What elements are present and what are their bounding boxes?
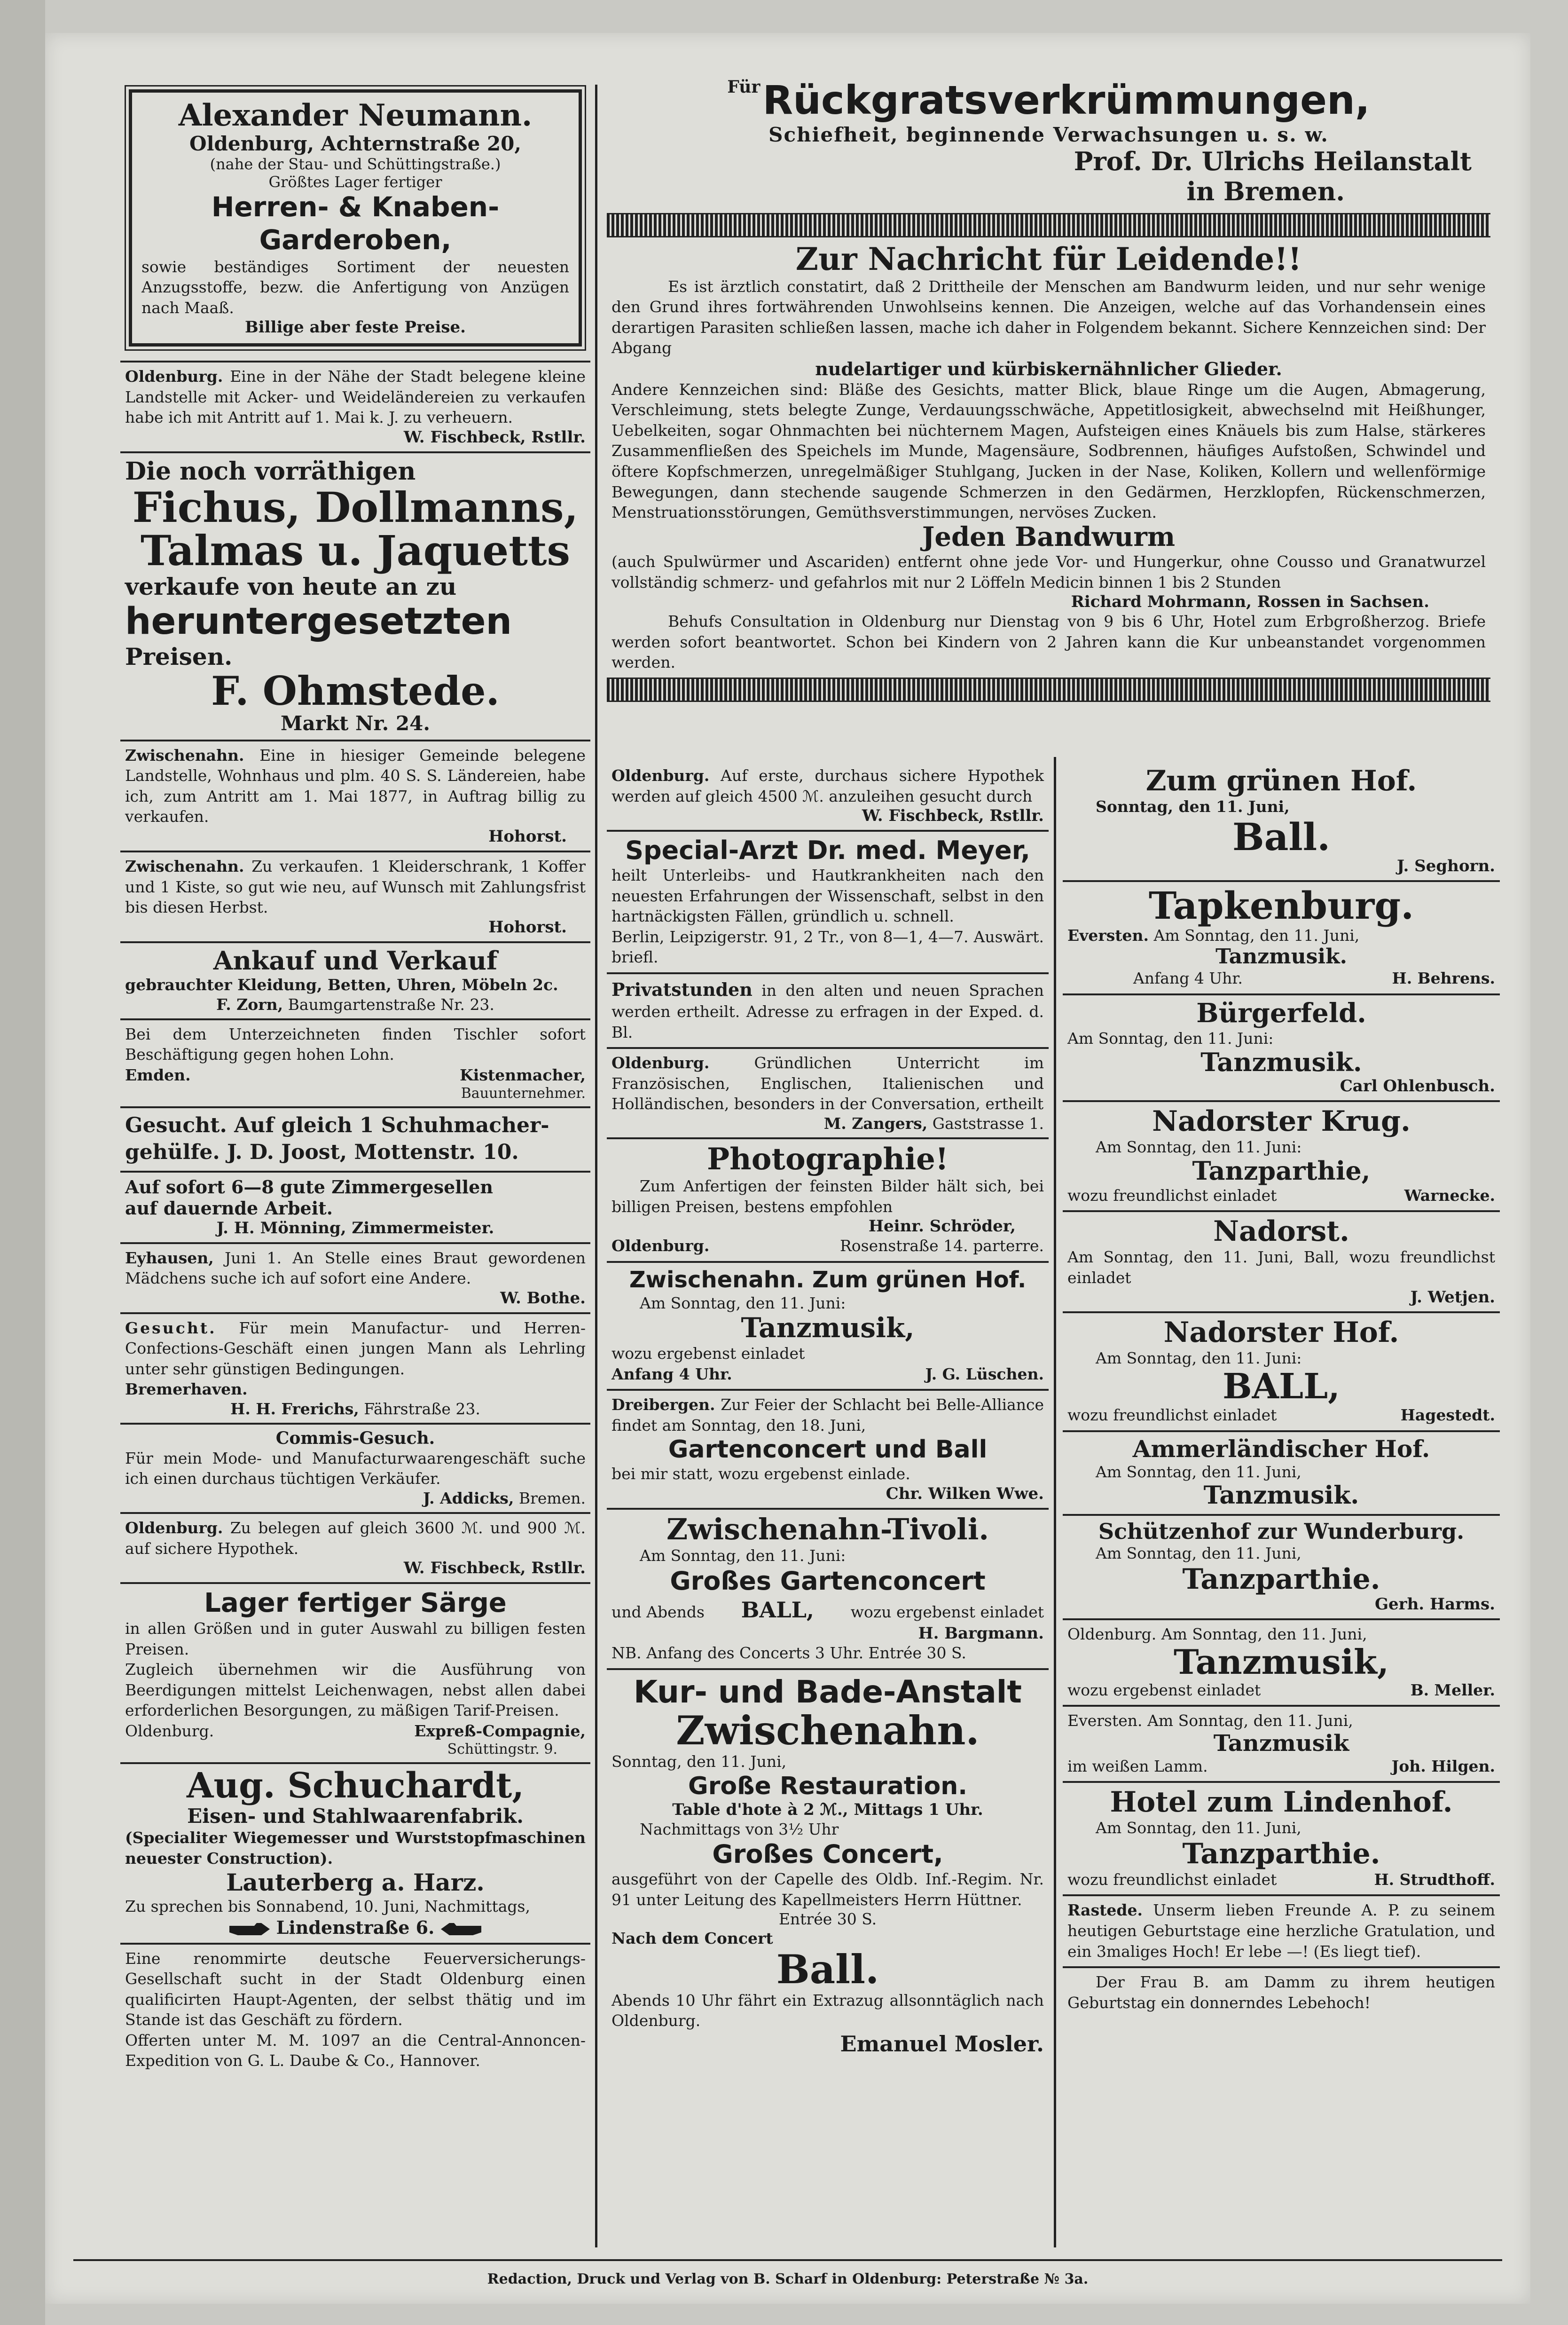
- warnecke-date: Am Sonntag, den 11. Juni:: [1096, 1137, 1302, 1156]
- schuchardt-sub: Eisen- und Stahlwaarenfabrik.: [187, 1805, 524, 1828]
- bothe-body: Juni 1. An Stelle eines Braut gewordenen Mädchens suche ich auf sofort eine Andere.: [125, 1248, 586, 1288]
- behrens-date: Am Sonntag, den 11. Juni,: [1153, 926, 1360, 945]
- ad-meller: [1063, 1620, 1500, 1707]
- ohmstede-l5b: Preisen.: [125, 642, 233, 670]
- addicks-head: Commis-Gesuch.: [275, 1428, 435, 1448]
- rueckgrat-sub: Schiefheit, beginnende Verwachsungen u. s. w.: [768, 123, 1329, 146]
- meyer-head: Special-Arzt Dr. med. Meyer,: [625, 835, 1030, 866]
- ad-hilgen: [1063, 1707, 1500, 1783]
- neumann-close: Billige aber feste Preise.: [244, 318, 466, 337]
- pointing-hand-icon-right: [440, 1922, 482, 1936]
- behrens-place: Eversten.: [1067, 926, 1149, 945]
- joost-l1: Gesucht. Auf gleich 1 Schuhmacher-: [125, 1113, 549, 1138]
- kur-head2: Zwischenahn.: [676, 1707, 980, 1754]
- bothe-lead: Eyhausen,: [125, 1248, 214, 1267]
- ad-moenning: [120, 1173, 590, 1244]
- seghorn-head: Zum grünen Hof.: [1145, 764, 1417, 797]
- addicks-place: Bremen.: [518, 1489, 586, 1507]
- kur-ball: Ball.: [776, 1946, 879, 1993]
- ad-lueschen: [607, 1263, 1049, 1391]
- ad-schuchardt: [120, 1764, 590, 1944]
- bandwurm-signature: Richard Mohrmann, Rossen in Sachsen.: [1071, 592, 1429, 612]
- hagestedt-invite: wozu freundlichst einladet: [1067, 1406, 1277, 1425]
- saerge-signature: Expreß-Compagnie,: [414, 1721, 586, 1740]
- bandwurm-p2: nudelartiger und kürbiskernähnlicher Glieder.: [815, 358, 1282, 379]
- zangers-address: Gaststrasse 1.: [932, 1114, 1044, 1133]
- behrens-event: Tanzmusik.: [1215, 945, 1347, 969]
- schuchardt-body: (Specialiter Wiegemesser und Wurststopfmaschinen neuester Construction).: [125, 1828, 586, 1868]
- schuchardt-name: Aug. Schuchardt,: [186, 1765, 525, 1806]
- wilken-body: Zur Feier der Schlacht bei Belle-Alliance findet am Sonntag, den 18. Juni,: [612, 1395, 1044, 1434]
- ad-bothe: [120, 1244, 590, 1314]
- bandwurm-p3: Andere Kennzeichen sind: Bläße des Gesichts, matter Blick, blaue Ringe um die Augen, Abmagerung, Verschleimung, stets belegte Zunge, Verdauungsschwäche, Appetitlosigkeit, abwechselnd mit Heißhunger, Uebelkeiten, sogar Ohnmachten bei nüchternem Magen, Aufsteigen eines Knäuels bis zum Halse, stärkeres Zusammenfließen des Speichels im Munde, Magensäure, Sodbrennen, häufiges Aufstoßen, Schwindel und öftere Kopfschmerzen, unregelmäßiger Stuhlgang, Jucken in der Nase, Koliken, Kollern und wellenförmige Bewegungen, dann stechende saugende Schmerzen in den Gedärmen, Herzklopfen, Rückenschmerzen, Menstruationsstörungen, Gemüthsverstimmungen, nervöses Zucken.: [612, 380, 1486, 522]
- neumann-address-note: (nahe der Stau- und Schüttingstraße.): [210, 155, 501, 173]
- hohorst2-body: Zu verkaufen. 1 Kleiderschrank, 1 Koffer und 1 Kiste, so gut wie neu, auf Wunsch mit Zahlungsfrist bis diesen Herbst.: [125, 857, 586, 917]
- frerichs-body: Für mein Manufactur- und Herren-Confections-Geschäft einen jungen Mann als Lehrling unter sehr günstigen Bedingungen.: [125, 1318, 586, 1378]
- ad-meyer: [607, 832, 1049, 974]
- damm-body: Der Frau B. am Damm zu ihrem heutigen Geburtstag ein donnerndes Lebehoch!: [1067, 1973, 1495, 2012]
- addicks-signature: J. Addicks,: [423, 1489, 514, 1507]
- fischbeck3-signature: W. Fischbeck, Rstllr.: [862, 806, 1044, 826]
- bandwurm-p4: Jeden Bandwurm: [922, 521, 1176, 552]
- rueckgrat-head: Rückgratsverkrümmungen,: [762, 77, 1370, 123]
- hohorst2-lead: Zwischenahn.: [125, 857, 244, 876]
- lueschen-signature: J. G. Lüschen.: [925, 1364, 1044, 1383]
- wilken-invite: bei mir statt, wozu ergebenst einlade.: [612, 1465, 910, 1483]
- saerge-address: Schüttingstr. 9.: [447, 1741, 557, 1758]
- ad-fischbeck-landstelle: [120, 361, 590, 453]
- ad-seghorn: [1063, 762, 1500, 882]
- saerge-place: Oldenburg.: [125, 1721, 214, 1740]
- meller-signature: B. Meller.: [1410, 1680, 1495, 1699]
- saerge-body: Zugleich übernehmen wir die Ausführung von Beerdigungen mittelst Leichenwagen, nebst allen dabei erforderlichen Besorgungen, zu mäßigen Tarif-Preisen.: [125, 1660, 586, 1720]
- photo-address: Rosenstraße 14. parterre.: [839, 1237, 1044, 1255]
- photo-place: Oldenburg.: [612, 1237, 710, 1255]
- behrens-signature: H. Behrens.: [1392, 969, 1495, 988]
- kur-l2: Nachmittags von 3½ Uhr: [640, 1820, 839, 1838]
- rastede-lead: Rastede.: [1067, 1901, 1143, 1920]
- footer-rule: [73, 2259, 1502, 2261]
- bothe-signature: W. Bothe.: [500, 1288, 586, 1308]
- ad-strudthoff: [1063, 1783, 1500, 1896]
- ad-kur-bade-anstalt: [607, 1670, 1049, 2061]
- wilken-lead: Dreibergen.: [612, 1395, 715, 1414]
- tivoli-signature: H. Bargmann.: [918, 1624, 1044, 1643]
- tivoli-event: Großes Gartenconcert: [670, 1566, 986, 1596]
- hohorst1-body: Eine in hiesiger Gemeinde belegene Landstelle, Wohnhaus und plm. 40 S. S. Ländereien, habe ich, zum Antritt am 1. Mai 1877, in Auftrag billig zu verkaufen.: [125, 746, 586, 826]
- ad-damm: [1063, 1968, 1500, 2018]
- fischbeck2-body: Zu belegen auf gleich 3600 ℳ. und 900 ℳ. auf sichere Hypothek.: [125, 1518, 586, 1558]
- ad-hagestedt: [1063, 1313, 1500, 1432]
- neumann-body: sowie beständiges Sortiment der neuesten Anzugsstoffe, bezw. die Anfertigung von Anzügen nach Maaß.: [141, 257, 569, 317]
- moenning-l2: auf dauernde Arbeit.: [125, 1197, 333, 1219]
- ad-behrens: [1063, 882, 1500, 995]
- zangers-signature: M. Zangers,: [823, 1114, 928, 1133]
- ad-tivoli: [607, 1510, 1049, 1670]
- zorn-signature: F. Zorn,: [216, 995, 283, 1014]
- seghorn-date: Sonntag, den 11. Juni,: [1096, 797, 1290, 816]
- column-divider-main: [595, 85, 597, 2247]
- kur-entree: Entrée 30 S.: [778, 1910, 877, 1929]
- ad-warnecke: [1063, 1102, 1500, 1212]
- bandwurm-p1: Es ist ärztlich constatirt, daß 2 Drittheile der Menschen am Bandwurm leiden, und nur sehr wenige den Grund ihres fortwährenden Unwohlseins kennen. Die Anzeigen, welche auf das Vorhandensein eines derartigen Parasiten schließen lassen, mache ich daher in Folgendem bekannt. Sichere Kennzeichen sind: Der Abgang: [612, 277, 1486, 357]
- ad-ohmstede: [120, 453, 590, 741]
- photo-body: Zum Anfertigen der feinsten Bilder hält sich, bei billigen Preisen, bestens empfohlen: [612, 1177, 1044, 1216]
- ohmstede-address: Markt Nr. 24.: [281, 711, 430, 735]
- ad-saerge: [120, 1584, 590, 1764]
- ad-rueckgrat: [607, 75, 1490, 208]
- hagestedt-event: BALL,: [1223, 1366, 1340, 1407]
- bandwurm-p6: Behufs Consultation in Oldenburg nur Dienstag von 9 bis 6 Uhr, Hotel zum Erbgroßherzog. Briefe werden sofort beantwortet. Schon bei Kindern von 2 Jahren kann die Kur unbeanstandet vorgenommen werden.: [612, 612, 1486, 672]
- right-side-column: [1063, 762, 1500, 2018]
- scan-gutter: [0, 0, 45, 2325]
- moenning-l1: Auf sofort 6—8 gute Zimmergesellen: [125, 1176, 493, 1198]
- right-mid-column: [607, 762, 1049, 2061]
- tivoli-nb: NB. Anfang des Concerts 3 Uhr. Entrée 30 S.: [612, 1644, 966, 1663]
- meller-event: Tanzmusik,: [1174, 1642, 1389, 1682]
- neumann-name: Alexander Neumann.: [178, 98, 533, 133]
- lueschen-time: Anfang 4 Uhr.: [612, 1364, 732, 1383]
- emden-place: Emden.: [125, 1065, 191, 1084]
- wilken-signature: Chr. Wilken Wwe.: [886, 1484, 1044, 1503]
- ad-zorn: [120, 943, 590, 1020]
- neumann-lager: Größtes Lager fertiger: [268, 173, 442, 191]
- pointing-hand-icon: [228, 1922, 271, 1936]
- daube-body2: Offerten unter M. M. 1097 an die Central-Annoncen-Expedition von G. L. Daube & Co., Hannover.: [125, 2031, 586, 2070]
- fischbeck1-signature: W. Fischbeck, Rstllr.: [403, 427, 586, 447]
- ad-daube: [120, 1945, 590, 2076]
- kur-date: Sonntag, den 11. Juni,: [612, 1752, 787, 1771]
- harms-event: Tanzparthie.: [1182, 1562, 1380, 1596]
- hatched-rule-1: [607, 213, 1490, 237]
- hohorst1-signature: Hohorst.: [488, 827, 567, 846]
- right-top: [607, 75, 1490, 707]
- imprint-footer: Redaction, Druck und Verlag von B. Scharf in Oldenburg: Peterstraße № 3a.: [487, 2271, 1089, 2287]
- kur-head1: Kur- und Bade-Anstalt: [634, 1673, 1022, 1710]
- hohorst1-lead: Zwischenahn.: [125, 746, 244, 764]
- lueschen-date: Am Sonntag, den 11. Juni:: [640, 1293, 846, 1312]
- ad-photographie: [607, 1139, 1049, 1263]
- hilgen-invite: im weißen Lamm.: [1067, 1757, 1208, 1775]
- ammer-date: Am Sonntag, den 11. Juni,: [1096, 1462, 1301, 1481]
- ad-bandwurm: [607, 242, 1490, 673]
- wilken-event: Gartenconcert und Ball: [668, 1435, 988, 1464]
- frerichs-lead: Gesucht.: [125, 1318, 217, 1337]
- seghorn-event: Ball.: [1232, 814, 1331, 859]
- tivoli-head: Zwischenahn-Tivoli.: [666, 1512, 989, 1546]
- kur-body: ausgeführt von der Capelle des Oldb. Inf.-Regim. Nr. 91 unter Leitung des Kapellmeisters Herrn Hüttner.: [612, 1870, 1044, 1909]
- ohmstede-name: F. Ohmstede.: [211, 667, 500, 714]
- meller-invite: wozu ergebenst einladet: [1067, 1680, 1261, 1699]
- ad-fischbeck-hypothek: [120, 1514, 590, 1584]
- schuchardt-l2: Lindenstraße 6.: [276, 1916, 435, 1938]
- frerichs-place: Bremerhaven.: [125, 1380, 248, 1399]
- neumann-title: Herren- & Knaben-Garderoben,: [211, 191, 500, 256]
- schuchardt-place: Lauterberg a. Harz.: [226, 1868, 485, 1897]
- zangers-lead: Oldenburg.: [612, 1054, 710, 1072]
- zorn-address: Baumgartenstraße Nr. 23.: [288, 995, 494, 1014]
- hagestedt-date: Am Sonntag, den 11. Juni:: [1096, 1349, 1302, 1368]
- fischbeck1-lead: Oldenburg.: [125, 367, 223, 386]
- rueckgrat-place: in Bremen.: [1186, 176, 1345, 206]
- emden-role: Bauunternehmer.: [461, 1085, 586, 1102]
- ad-joost: [120, 1108, 590, 1172]
- left-column: [120, 80, 590, 2076]
- ohmstede-l4: verkaufe von heute an zu: [125, 572, 457, 600]
- hagestedt-signature: Hagestedt.: [1400, 1406, 1495, 1425]
- rueckgrat-fuer: Für: [727, 77, 760, 97]
- addicks-body: Für mein Mode- und Manufacturwaarengeschäft suche ich einen durchaus tüchtigen Verkäufer.: [125, 1449, 586, 1488]
- ad-addicks: [120, 1425, 590, 1514]
- ad-ohlenbusch: [1063, 995, 1500, 1102]
- ad-emden: [120, 1020, 590, 1109]
- hilgen-event: Tanzmusik: [1213, 1730, 1349, 1757]
- fischbeck3-body: Auf erste, durchaus sichere Hypothek werden auf gleich 4500 ℳ. anzuleihen gesucht durch: [612, 766, 1044, 805]
- behrens-time: Anfang 4 Uhr.: [1133, 969, 1243, 988]
- harms-head: Schützenhof zur Wunderburg.: [1098, 1518, 1465, 1544]
- kur-concert: Großes Concert,: [712, 1839, 943, 1869]
- saerge-head: Lager fertiger Särge: [204, 1588, 507, 1619]
- emden-signature: Kistenmacher,: [460, 1065, 586, 1084]
- strudthoff-date: Am Sonntag, den 11. Juni,: [1096, 1819, 1301, 1837]
- privat-lead: Privatstunden: [612, 978, 753, 1000]
- ad-hohorst-verkauf: [120, 852, 590, 943]
- hilgen-line: Eversten. Am Sonntag, den 11. Juni,: [1067, 1711, 1353, 1730]
- frerichs-signature: H. H. Frerichs,: [230, 1399, 359, 1418]
- zorn-head: Ankauf und Verkauf: [213, 945, 498, 976]
- daube-body: Eine renommirte deutsche Feuerversicherungs-Gesellschaft sucht in der Stadt Oldenburg einen qualificirten Haupt-Agenten, der selbst thätig und im Stande ist das Geschäft zu fördern.: [125, 1949, 586, 2029]
- neumann-address: Oldenburg, Achternstraße 20,: [189, 132, 521, 156]
- ad-rastede: [1063, 1896, 1500, 1968]
- kur-signature: Emanuel Mosler.: [840, 2031, 1044, 2057]
- ammer-head: Ammerländischer Hof.: [1132, 1434, 1430, 1463]
- ad-ammerlaendischer-hof: [1063, 1432, 1500, 1516]
- tivoli-l1a: und Abends: [612, 1602, 705, 1621]
- column-divider-right: [1054, 757, 1056, 2247]
- newspaper-page: [45, 33, 1530, 2304]
- ad-privatstunden: [607, 974, 1049, 1049]
- ammer-event: Tanzmusik.: [1203, 1481, 1359, 1510]
- tivoli-date: Am Sonntag, den 11. Juni:: [640, 1546, 846, 1565]
- warnecke-head: Nadorster Krug.: [1152, 1104, 1411, 1138]
- ohmstede-l3: Talmas u. Jaquetts: [140, 526, 571, 575]
- photo-head: Photographie!: [707, 1141, 949, 1177]
- tivoli-l1b: BALL,: [741, 1597, 814, 1623]
- ad-frerichs: [120, 1314, 590, 1425]
- hilgen-signature: Joh. Hilgen.: [1391, 1757, 1495, 1775]
- ad-harms: [1063, 1516, 1500, 1620]
- meyer-address: Berlin, Leipzigerstr. 91, 2 Tr., von 8—1, 4—7. Auswärt. briefl.: [612, 927, 1044, 967]
- fischbeck3-lead: Oldenburg.: [612, 766, 710, 785]
- lueschen-event: Tanzmusik,: [741, 1312, 915, 1344]
- ad-zangers: [607, 1049, 1049, 1139]
- ohmstede-l2: Fichus, Dollmanns,: [132, 482, 579, 532]
- privat-body: in den alten und neuen Sprachen werden ertheilt. Adresse zu erfragen in der Exped. d. Bl.: [612, 981, 1044, 1041]
- ohmstede-l5: [125, 600, 586, 670]
- ad-fischbeck-4500: [607, 762, 1049, 832]
- kur-after: Nach dem Concert: [612, 1929, 773, 1948]
- ad-wilken: [607, 1391, 1049, 1510]
- warnecke-signature: Warnecke.: [1404, 1186, 1495, 1205]
- rueckgrat-prof: Prof. Dr. Ulrichs Heilanstalt: [1074, 146, 1472, 176]
- ad-hohorst-landstelle: [120, 741, 590, 852]
- kur-restauration: Große Restauration.: [688, 1772, 967, 1800]
- meyer-body: heilt Unterleibs- und Hautkrankheiten nach den neuesten Erfahrungen der Wissenschaft, selbst in den hartnäckigsten Fällen, gründlich u. schnell.: [612, 866, 1044, 926]
- rastede-body: Unserm lieben Freunde A. P. zu seinem heutigen Geburtstage eine herzliche Gratulation, und ein 3maliges Hoch! Er lebe —! (Es liegt tief).: [1067, 1901, 1495, 1961]
- kur-table: Table d'hote à 2 ℳ., Mittags 1 Uhr.: [672, 1800, 983, 1819]
- fischbeck2-lead: Oldenburg.: [125, 1518, 223, 1537]
- hagestedt-head: Nadorster Hof.: [1163, 1316, 1399, 1349]
- harms-signature: Gerh. Harms.: [1375, 1594, 1495, 1614]
- strudthoff-event: Tanzparthie.: [1182, 1837, 1380, 1870]
- fischbeck1-body: Eine in der Nähe der Stadt belegene kleine Landstelle mit Acker- und Weideländereien zu verkaufen habe ich mit Antritt auf 1. Mai k. J. zu verheuern.: [125, 367, 586, 427]
- joost-l2: gehülfe. J. D. Joost, Mottenstr. 10.: [125, 1140, 519, 1165]
- fischbeck2-signature: W. Fischbeck, Rstllr.: [403, 1559, 586, 1578]
- warnecke-event: Tanzparthie,: [1192, 1156, 1371, 1186]
- bandwurm-head: Zur Nachricht für Leidende!!: [795, 241, 1302, 277]
- ad-wetjen: [1063, 1212, 1500, 1313]
- zorn-body: gebrauchter Kleidung, Betten, Uhren, Möbeln 2c.: [125, 976, 558, 994]
- seghorn-signature: J. Seghorn.: [1397, 856, 1495, 875]
- ohmstede-l1: Die noch vorräthigen: [125, 457, 416, 486]
- strudthoff-invite: wozu freundlichst einladet: [1067, 1870, 1277, 1889]
- ohlenbusch-head: Bürgerfeld.: [1196, 998, 1366, 1029]
- tivoli-l1c: wozu ergebenst einladet: [850, 1602, 1044, 1621]
- strudthoff-head: Hotel zum Lindenhof.: [1110, 1786, 1453, 1819]
- ohlenbusch-signature: Carl Ohlenbusch.: [1340, 1076, 1495, 1096]
- hatched-rule-2: [607, 678, 1490, 702]
- saerge-l1: in allen Größen und in guter Auswahl zu billigen festen Preisen.: [125, 1619, 586, 1658]
- warnecke-invite: wozu freundlichst einladet: [1067, 1186, 1277, 1205]
- emden-body: Bei dem Unterzeichneten finden Tischler sofort Beschäftigung gegen hohen Lohn.: [125, 1025, 586, 1064]
- photo-signature: Heinr. Schröder,: [868, 1217, 1016, 1236]
- zangers-body: Gründlichen Unterricht im Französischen, Englischen, Italienischen und Holländischen, besonders in der Conversation, ertheilt: [612, 1054, 1044, 1113]
- ohlenbusch-event: Tanzmusik.: [1200, 1047, 1362, 1078]
- strudthoff-signature: H. Strudthoff.: [1374, 1870, 1495, 1889]
- moenning-signature: J. H. Mönning, Zimmermeister.: [216, 1218, 494, 1237]
- kur-l3: Abends 10 Uhr fährt ein Extrazug allsonntäglich nach Oldenburg.: [612, 1991, 1044, 2030]
- lueschen-head: Zwischenahn. Zum grünen Hof.: [629, 1266, 1027, 1293]
- wetjen-body: Am Sonntag, den 11. Juni, Ball, wozu freundlichst einladet: [1067, 1248, 1495, 1287]
- meller-line: Oldenburg. Am Sonntag, den 11. Juni,: [1067, 1624, 1367, 1643]
- hohorst2-signature: Hohorst.: [488, 917, 567, 937]
- ad-neumann: [129, 89, 582, 347]
- bandwurm-p5: (auch Spulwürmer und Ascariden) entfernt ohne jede Vor- und Hungerkur, ohne Cousso und Granatwurzel vollständig schmerz- und gefahrlos mit nur 2 Löffeln Medicin binnen 1 bis 2 Stunden: [612, 552, 1486, 591]
- lueschen-invite: wozu ergebenst einladet: [612, 1344, 805, 1363]
- harms-date: Am Sonntag, den 11. Juni,: [1096, 1544, 1301, 1563]
- frerichs-address: Fährstraße 23.: [364, 1399, 480, 1418]
- behrens-head: Tapkenburg.: [1148, 883, 1414, 928]
- ohmstede-l5a: heruntergesetzten: [125, 600, 512, 643]
- wetjen-head: Nadorst.: [1213, 1215, 1349, 1248]
- ohlenbusch-date: Am Sonntag, den 11. Juni:: [1067, 1029, 1274, 1048]
- schuchardt-l1: Zu sprechen bis Sonnabend, 10. Juni, Nachmittags,: [125, 1897, 530, 1916]
- wetjen-signature: J. Wetjen.: [1410, 1288, 1495, 1307]
